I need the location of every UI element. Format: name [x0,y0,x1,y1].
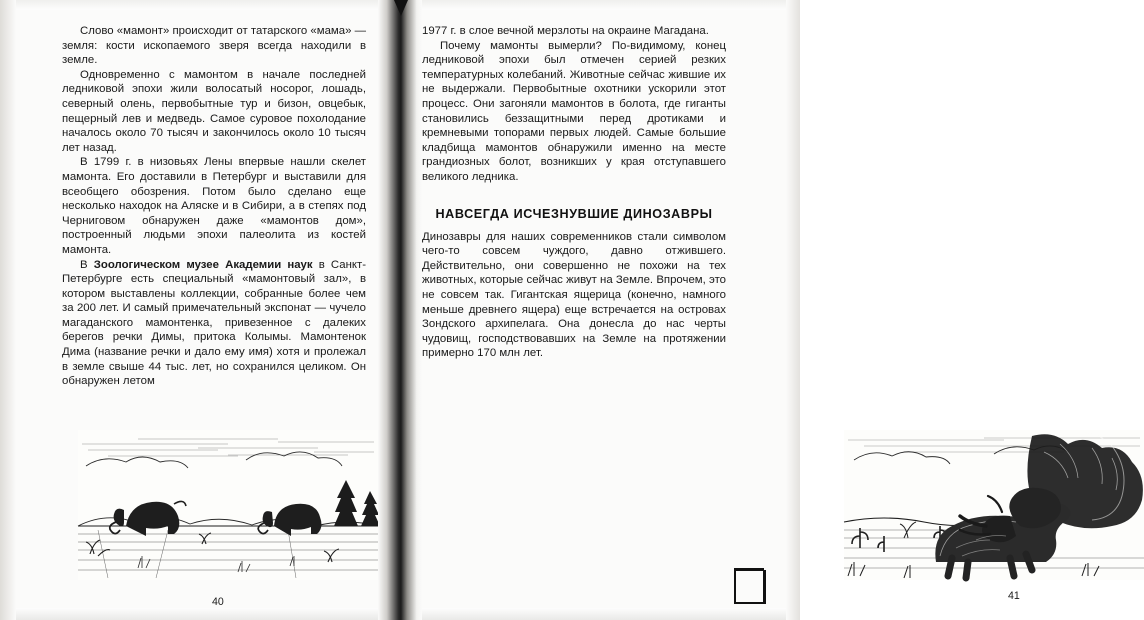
page-number-right: 41 [1008,590,1020,602]
mammoths-steppe-illustration [78,430,378,580]
paragraph: В 1799 г. в низовьях Лены впервые нашли скелет мамонта. Его доставили в Петербург и выставили для всеобщего обозрения. Потом было сделано еще несколько находок на Аляске и в Сибири, а в степях под Черниговом обнаружен даже «мамонтов дом», построенный людьми эпохи палеолита из костей мамонта. [62,156,366,256]
text-after-bold: в Санкт-Петербурге есть специальный «мамонтовый зал», в котором выставлены коллекции, собранные более чем за 200 лет. И самый примечательный экспонат — чучело магаданского мамонтенка, привезенное с далеких берегов речки Димы, притока Колымы. Мамонтенок Дима (название речки и дало ему имя) хотя и пролежал в земле свыше 44 тыс. лет, но сохранился целиком. Он обнаружен летом [62,258,366,388]
page-number-left: 40 [212,596,224,608]
paragraph: Динозавры для наших современников стали символом чего-то совсем чуждого, давно отжившего. Действительно, они совершенно не похожи на тех животных, которые сейчас живут на Земле. Впрочем, это не совсем так. Гигантская ящерица (конечно, намного меньше древнего ящера) еще встречается на островах Зондского архипелага. Она донесла до нас черты чудовищ, господствовавших на Земле на протяжении примерно 170 млн лет. [422,230,726,360]
gutter-highlight [386,0,414,620]
text-before-bold: В [80,258,94,271]
left-page-text-column [62,24,366,389]
page-edge-left [0,0,16,620]
dinosaur-scene-drawing [844,430,1144,580]
right-page [422,0,1020,620]
paragraph: Слово «мамонт» происходит от татарского «мама» — земля: кости ископаемого зверя всегда находили в земле. [62,25,366,67]
paragraph-with-bold-museum-name [62,258,366,389]
museum-name: Зоологическом музее Академии наук [93,258,313,271]
section-heading: НАВСЕГДА ИСЧЕЗНУВШИЕ ДИНОЗАВРЫ [435,206,713,221]
paragraph-continued: 1977 г. в слое вечной мерзлоты на окраине Магадана. [422,25,709,37]
right-page-text-column [422,24,726,361]
mammoths-steppe-drawing [78,430,378,580]
page-edge-right [786,0,800,620]
dinosaur-triceratops-illustration [844,430,1144,580]
publisher-logo-icon [734,570,764,604]
paragraph: Одновременно с мамонтом в начале последней ледниковой эпохи жили волосатый носорог, лошадь, северный олень, первобытные тур и бизон, овцебык, пещерный лев и медведь. Самое суровое похолодание началось около 70 тысяч и закончилось около 10 тысяч лет назад. [62,68,366,154]
paragraph: Почему мамонты вымерли? По-видимому, конец ледниковой эпохи был отмечен серией резких температурных колебаний. Животные сейчас жившие их не выдержали. Первобытные охотники ускорили этот процесс. Они загоняли мамонтов в болота, где гиганты становились беззащитными перед дротиками и кремневыми топорами первых людей. Самые большие кладбища мамонтов обнаружили именно на месте грандиозных болот, возникших у края отступавшего великого ледника. [422,39,726,183]
left-page [16,0,378,620]
